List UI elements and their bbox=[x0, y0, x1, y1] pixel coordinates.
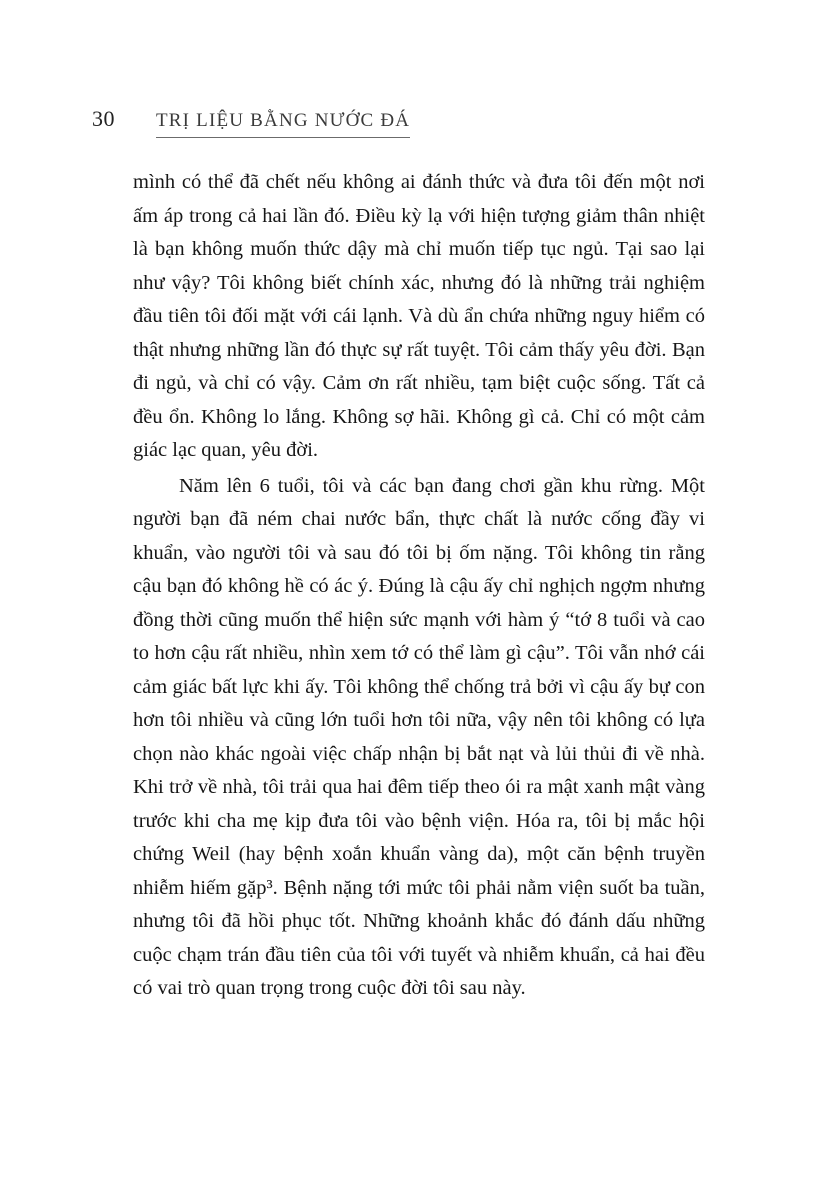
page-number: 30 bbox=[92, 106, 115, 131]
paragraph-2: Năm lên 6 tuổi, tôi và các bạn đang chơi gần khu rừng. Một người bạn đã ném chai nước bẩn, thực chất là nước cống đầy vi khuẩn, vào người tôi và sau đó tôi bị ốm nặng. Tôi không tin rằng cậu bạn đó không hề có ác ý. Đúng là cậu ấy chỉ nghịch ngợm nhưng đồng thời cũng muốn thể hiện sức mạnh với hàm ý “tớ 8 tuổi và cao to hơn cậu rất nhiều, nhìn xem tớ có thể làm gì cậu”. Tôi vẫn nhớ cái cảm giác bất lực khi ấy. Tôi không thể chống trả bởi vì cậu ấy bự con hơn tôi nhiều và cũng lớn tuổi hơn tôi nữa, vậy nên tôi không có lựa chọn nào khác ngoài việc chấp nhận bị bắt nạt và lủi thủi đi về nhà. Khi trở về nhà, tôi trải qua hai đêm tiếp theo ói ra mật xanh mật vàng trước khi cha mẹ kịp đưa tôi vào bệnh viện. Hóa ra, tôi bị mắc hội chứng Weil (hay bệnh xoắn khuẩn vàng da), một căn bệnh truyền nhiễm hiếm gặp³. Bệnh nặng tới mức tôi phải nằm viện suốt ba tuần, nhưng tôi đã hồi phục tốt. Những khoảnh khắc đó đánh dấu những cuộc chạm trán đầu tiên của tôi với tuyết và nhiễm khuẩn, cả hai đều có vai trò quan trọng trong cuộc đời tôi sau này. bbox=[133, 474, 705, 999]
body-text bbox=[133, 166, 705, 1006]
chapter-title: TRỊ LIỆU BẰNG NƯỚC ĐÁ bbox=[156, 110, 410, 138]
page-header bbox=[92, 106, 410, 138]
paragraph-1: mình có thể đã chết nếu không ai đánh thức và đưa tôi đến một nơi ấm áp trong cả hai lần đó. Điều kỳ lạ với hiện tượng giảm thân nhiệt là bạn không muốn thức dậy mà chỉ muốn tiếp tục ngủ. Tại sao lại như vậy? Tôi không biết chính xác, nhưng đó là những trải nghiệm đầu tiên tôi đối mặt với cái lạnh. Và dù ẩn chứa những nguy hiểm có thật nhưng những lần đó thực sự rất tuyệt. Tôi cảm thấy yêu đời. Bạn đi ngủ, và chỉ có vậy. Cảm ơn rất nhiều, tạm biệt cuộc sống. Tất cả đều ổn. Không lo lắng. Không sợ hãi. Không gì cả. Chỉ có một cảm giác lạc quan, yêu đời. bbox=[133, 171, 705, 461]
